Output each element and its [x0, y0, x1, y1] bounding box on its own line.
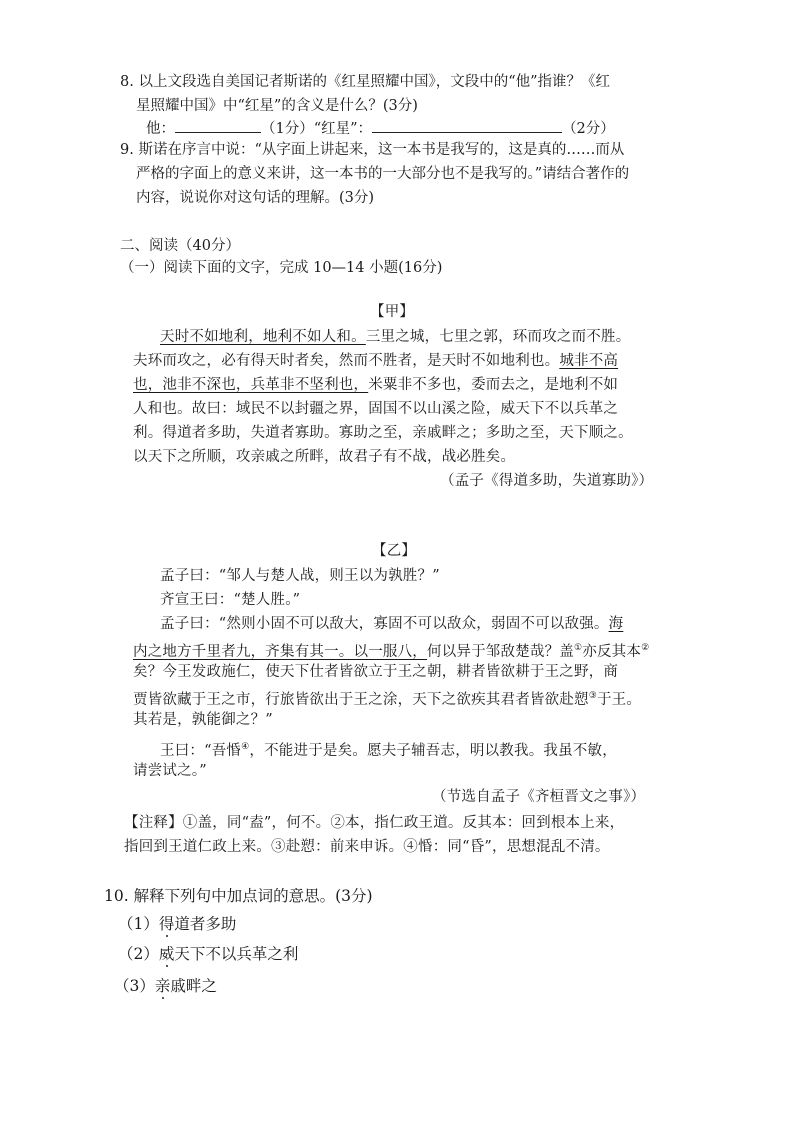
- yi-line4: [133, 638, 649, 662]
- q10-title: 10. 解释下列句中加点词的意思。(3分): [104, 887, 373, 905]
- q10-item-3-dotted-word: 亲: [154, 977, 171, 995]
- yi-line9: 请尝试之。”: [133, 763, 207, 779]
- note-mark-3: ③: [588, 691, 597, 701]
- q9-line2: 严格的字面上的意义来讲，这一本书的一大部分也不是我写的。”请结合著作的: [136, 166, 630, 182]
- jia-line2: [133, 351, 618, 371]
- yi-line3: [160, 614, 623, 634]
- notes-line1: 【注释】①盖，同“盍”，何不。②本，指仁政王道。反其本：回到根本上来，: [124, 815, 625, 831]
- yi-source: （节选自孟子《齐桓晋文之事》）: [432, 789, 646, 805]
- jia-line3: [133, 375, 618, 395]
- yi-line2: 齐宣王曰：“楚人胜。”: [160, 592, 301, 608]
- q8-star-points: （2分）: [562, 121, 615, 137]
- note-mark-4: ④: [241, 742, 250, 752]
- note-mark-1: ①: [574, 643, 583, 653]
- jia-line2-underlined: 城非不高: [559, 353, 619, 369]
- yi-line4-tail: 亦反其本: [582, 643, 642, 660]
- q8-he-blank[interactable]: [175, 118, 261, 133]
- q8-he-label: 他：: [146, 121, 175, 137]
- q10-item-3-text: 戚畔之: [170, 977, 217, 995]
- jia-line2-text: 夫环而攻之，必有得天时者矣，然而不胜者，是天时不如地利也。: [133, 353, 560, 369]
- jia-line4: 人和也。故曰：域民不以封疆之界，固国不以山溪之险，威天下不以兵革之: [133, 401, 619, 417]
- yi-line8-text: 王曰：“吾惛: [160, 742, 242, 759]
- jia-source: （孟子《得道多助，失道寡助》）: [440, 473, 654, 489]
- yi-line3-underlined: 海: [608, 616, 624, 632]
- q10-item-1-dotted-word: 得: [158, 915, 175, 933]
- q10-item-2-dotted-word: 威: [158, 945, 175, 963]
- yi-line8: [160, 737, 617, 761]
- q9-line3: 内容，说说你对这句话的理解。(3分): [136, 190, 375, 206]
- jia-line6: 以天下之所顺，攻亲戚之所畔，故君子有不战，战必胜矣。: [133, 449, 516, 465]
- q8-line2: 星照耀中国》中“红星”的含义是什么？(3分): [136, 98, 418, 114]
- yi-line4-underlined: 内之地方千里者九，齐集有其一。以一服八，: [133, 643, 427, 660]
- q8-answer-row: [146, 118, 615, 139]
- yi-line8-tail: ，不能进于是矣。愿夫子辅吾志，明以教我。我虽不敏，: [249, 742, 617, 759]
- q9-line1: 9. 斯诺在序言中说：“从字面上讲起来，这一本书是我写的，这是真的……而从: [120, 142, 625, 158]
- yi-line6: [133, 686, 641, 710]
- yi-line7: 其若是，孰能御之？”: [133, 712, 273, 728]
- section-subtitle: （一）阅读下面的文字，完成 10—14 小题(16分): [120, 260, 443, 276]
- q10-item-2-text: 天下不以兵革之利: [174, 945, 299, 963]
- jia-line3-rest: 米粟非不多也，委而去之，是地利不如: [368, 377, 619, 393]
- notes-line2: 指回到王道仁政上来。③赴愬：前来申诉。④惛：同“昏”，思想混乱不清。: [124, 839, 610, 855]
- q8-he-points: （1分）“红星”：: [261, 121, 373, 137]
- q10-item-3-num: （3）: [114, 977, 155, 995]
- q10-item-3: [114, 976, 217, 996]
- note-mark-2: ②: [641, 643, 650, 653]
- q8-star-blank[interactable]: [372, 118, 562, 133]
- yi-line6-tail: 于王。: [596, 691, 642, 708]
- jia-heading: 【甲】: [370, 304, 415, 320]
- jia-line1: [160, 327, 630, 347]
- q10-item-2-num: （2）: [118, 945, 159, 963]
- q10-item-1-num: （1）: [118, 915, 159, 933]
- yi-line4-text: 何以异于邹敌楚哉？盖: [427, 643, 574, 660]
- q8-line1: 8. 以上文段选自美国记者斯诺的《红星照耀中国》，文段中的“他”指谁？《红: [120, 74, 611, 90]
- yi-line3-text: 孟子曰：“然则小固不可以敌大，寡固不可以敌众，弱固不可以敌强。: [160, 616, 609, 632]
- jia-line3-underlined: 也，池非不深也，兵革非不坚利也，: [133, 377, 369, 393]
- jia-line5: 利。得道者多助，失道者寡助。寡助之至，亲戚畔之；多助之至，天下顺之。: [133, 425, 633, 441]
- q10-item-2: [118, 944, 298, 964]
- q10-item-1: [118, 914, 236, 934]
- q10-item-1-text: 道者多助: [174, 915, 237, 933]
- yi-heading: 【乙】: [372, 543, 417, 559]
- jia-line1-underlined: 天时不如地利，地利不如人和。: [160, 329, 366, 345]
- yi-line1: 孟子曰：“邹人与楚人战，则王以为孰胜？”: [160, 568, 440, 584]
- section-title: 二、阅读（40分）: [120, 238, 240, 254]
- yi-line6-text: 贾皆欲藏于王之市，行旅皆欲出于王之涂，天下之欲疾其君者皆欲赴愬: [133, 691, 589, 708]
- yi-line5: 矣？今王发政施仁，使天下仕者皆欲立于王之朝，耕者皆欲耕于王之野，商: [133, 664, 619, 680]
- jia-line1-rest: 三里之城，七里之郭，环而攻之而不胜。: [365, 329, 631, 345]
